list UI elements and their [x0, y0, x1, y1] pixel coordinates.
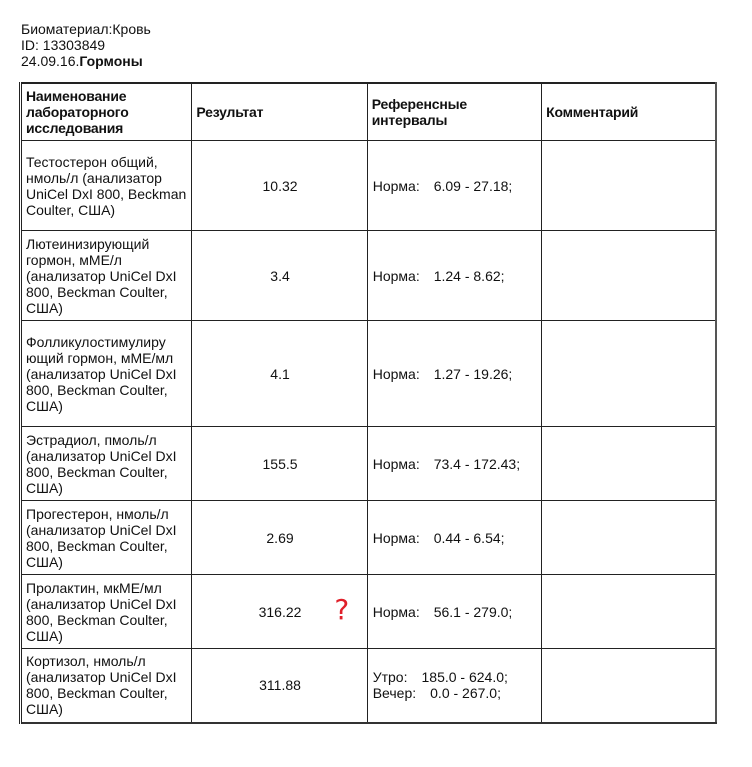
reference-cell	[367, 575, 541, 649]
result-cell	[192, 141, 367, 231]
reference-cell	[367, 501, 541, 575]
reference-cell	[367, 321, 541, 427]
reference-range: 6.09 - 27.18;	[433, 177, 513, 194]
comment-cell	[542, 427, 716, 501]
result-cell	[192, 231, 367, 321]
id-label: ID:	[21, 37, 39, 53]
biomaterial-line	[21, 21, 151, 37]
reference-cell	[367, 649, 541, 723]
reference-line	[373, 685, 538, 701]
reference-label: Норма:	[372, 365, 420, 382]
reference-range: 185.0 - 624.0;	[421, 669, 508, 686]
column-header-reference: Референсные интервалы	[367, 83, 541, 141]
comment-cell	[542, 575, 716, 649]
result-cell	[192, 501, 367, 575]
column-header-comment: Комментарий	[542, 83, 716, 141]
question-mark-annotation: ?	[334, 592, 350, 626]
biomaterial-label: Биоматериал:	[21, 21, 113, 37]
reference-line	[373, 268, 538, 284]
results-table	[19, 82, 717, 724]
table-row	[21, 575, 717, 649]
report-header	[21, 21, 151, 69]
test-name-cell: Прогестерон, нмоль/л (анализатор UniCel DxI 800, Beckman Coulter, США)	[21, 501, 192, 575]
test-name-cell: Фолликулостимулиру ющий гормон, мМЕ/мл (анализатор UniCel DxI 800, Beckman Coulter, США)	[21, 321, 192, 427]
reference-cell	[367, 231, 541, 321]
comment-cell	[542, 649, 716, 723]
result-cell	[192, 575, 367, 649]
reference-label: Норма:	[372, 267, 420, 284]
report-date: 24.09.16.	[21, 53, 80, 69]
reference-cell	[367, 427, 541, 501]
reference-line	[373, 530, 538, 546]
comment-cell	[542, 141, 716, 231]
reference-line	[373, 456, 538, 472]
reference-label: Норма:	[372, 603, 420, 620]
table-row	[21, 321, 717, 427]
result-value: 4.1	[270, 365, 290, 382]
reference-range: 0.0 - 267.0;	[430, 685, 501, 702]
reference-range: 1.27 - 19.26;	[433, 365, 513, 382]
comment-cell	[542, 321, 716, 427]
reference-cell	[367, 141, 541, 231]
result-value: 311.88	[259, 677, 301, 694]
result-cell	[192, 321, 367, 427]
result-value: 10.32	[262, 177, 298, 194]
reference-label: Норма:	[372, 177, 420, 194]
section-line	[21, 53, 151, 69]
result-value: 2.69	[266, 529, 294, 546]
reference-label: Норма:	[372, 529, 420, 546]
table-header-row	[21, 83, 717, 141]
reference-label: Вечер:	[372, 685, 417, 702]
result-cell	[192, 649, 367, 723]
reference-label: Утро:	[372, 669, 408, 686]
test-name-cell: Пролактин, мкМЕ/мл (анализатор UniCel DxI 800, Beckman Coulter, США)	[21, 575, 192, 649]
column-header-name: Наименование лабораторного исследования	[21, 83, 192, 141]
reference-line	[373, 178, 538, 194]
table-row	[21, 141, 717, 231]
biomaterial-value: Кровь	[112, 21, 151, 37]
result-cell	[192, 427, 367, 501]
test-name-cell: Кортизол, нмоль/л (анализатор UniCel DxI 800, Beckman Coulter, США)	[21, 649, 192, 723]
reference-line	[373, 604, 538, 620]
table-row	[21, 231, 717, 321]
reference-range: 0.44 - 6.54;	[433, 529, 505, 546]
table-row	[21, 427, 717, 501]
table-row	[21, 501, 717, 575]
test-name-cell: Эстрадиол, пмоль/л (анализатор UniCel DxI 800, Beckman Coulter, США)	[21, 427, 192, 501]
reference-range: 56.1 - 279.0;	[433, 603, 513, 620]
test-name-cell: Тестостерон общий, нмоль/л (анализатор UniCel DxI 800, Beckman Coulter, США)	[21, 141, 192, 231]
result-value: 316.22	[258, 603, 302, 620]
test-name-cell: Лютеинизирующий гормон, мМЕ/л (анализатор UniCel DxI 800, Beckman Coulter, США)	[21, 231, 192, 321]
reference-line	[373, 669, 538, 685]
reference-range: 73.4 - 172.43;	[433, 455, 521, 472]
reference-line	[373, 366, 538, 382]
reference-range: 1.24 - 8.62;	[433, 267, 505, 284]
column-header-result: Результат	[192, 83, 367, 141]
table-body	[21, 141, 717, 723]
reference-label: Норма:	[372, 455, 420, 472]
result-value: 3.4	[270, 267, 290, 284]
table-row	[21, 649, 717, 723]
result-value: 155.5	[262, 455, 298, 472]
comment-cell	[542, 501, 716, 575]
id-line	[21, 37, 151, 53]
section-title: Гормоны	[79, 53, 143, 69]
comment-cell	[542, 231, 716, 321]
id-value: 13303849	[42, 37, 106, 53]
